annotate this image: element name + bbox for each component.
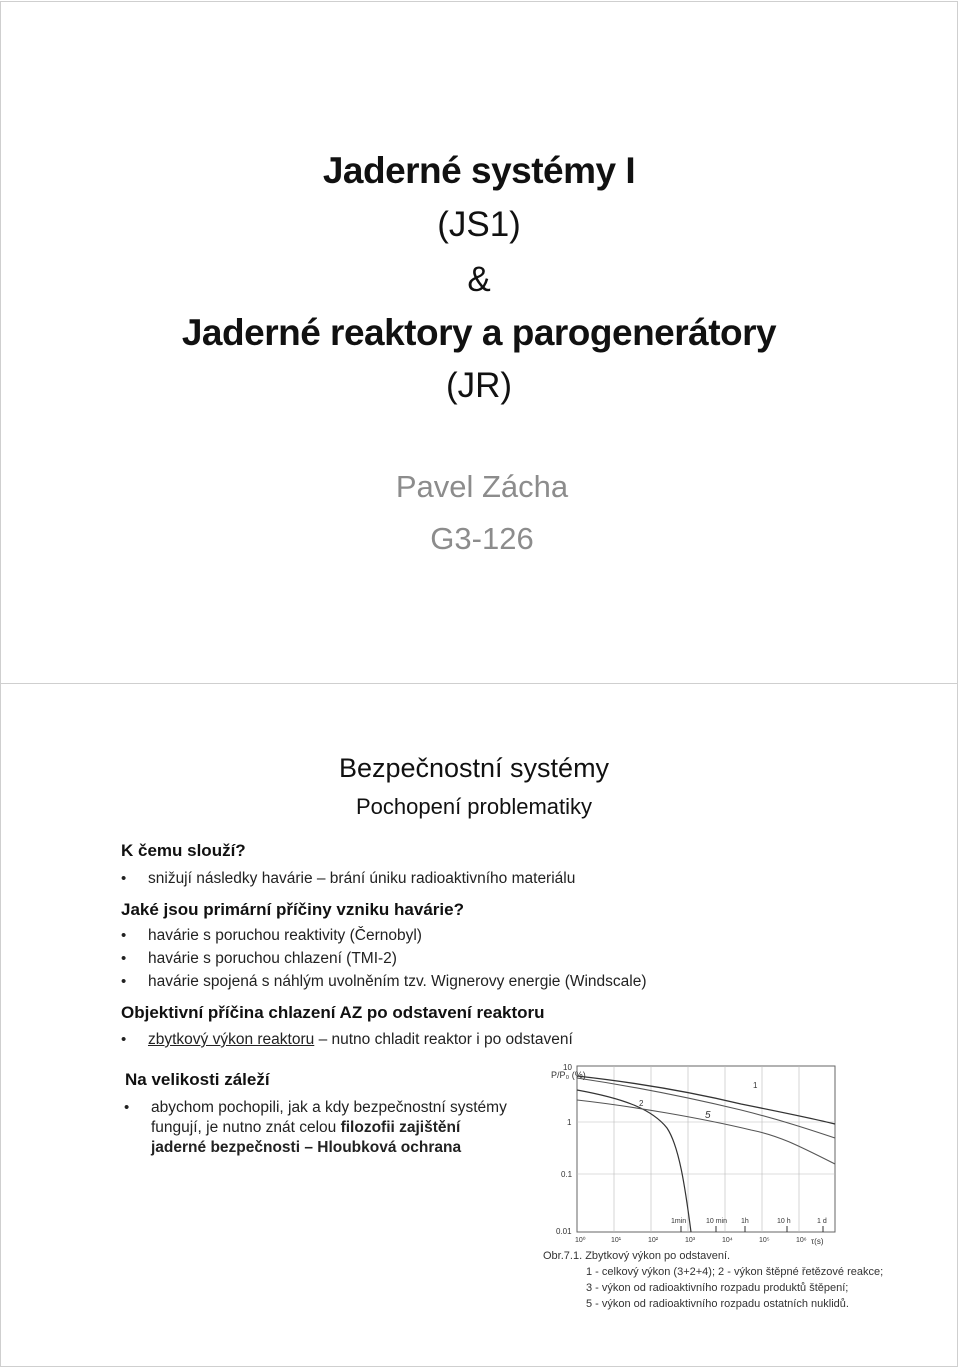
bullet-dot: •: [121, 950, 127, 967]
time-mark-10h: 10 h: [777, 1218, 791, 1225]
bullet-dot: •: [124, 1099, 130, 1116]
bullet-cause-3: • havárie spojená s náhlým uvolněním tzv. Wignerovy energie (Windscale): [121, 973, 647, 990]
figure-caption-line-3: 5 - výkon od radioaktivního rozpadu ostatních nuklidů.: [586, 1298, 849, 1310]
philosophy-term: filozofii zajištění: [340, 1119, 461, 1136]
time-mark-1h: 1h: [741, 1218, 749, 1225]
figure-caption-line-2: 3 - výkon od radioaktivního rozpadu produktů štěpení;: [586, 1282, 849, 1294]
section-size-matters: Na velikosti záleží: [125, 1070, 270, 1089]
course-title-jr: Jaderné reaktory a parogenerátory: [181, 312, 777, 353]
time-mark-1d: 1 d: [817, 1218, 827, 1225]
curve-label-1: 1: [753, 1081, 758, 1090]
graph-frame: [577, 1066, 835, 1232]
figure-caption-title: Obr.7.1. Zbytkový výkon po odstavení.: [543, 1250, 731, 1262]
curve-label-2: 2: [639, 1099, 644, 1108]
x-tick-6: 10⁶: [796, 1237, 807, 1244]
time-mark-1min: 1min: [671, 1218, 687, 1225]
curve-label-5: 5: [705, 1110, 711, 1121]
bullet-purpose: • snižují následky havárie – brání úniku radioaktivního materiálu: [121, 870, 576, 887]
x-tick-4: 10⁴: [722, 1237, 733, 1244]
y-tick-10: 10: [563, 1063, 572, 1072]
bullet-philosophy: • abychom pochopili, jak a kdy bezpečnostní systémy fungují, je nutno znát celou filozofii zajištění jaderné bezpečnosti – Hloubková ochrana: [124, 1099, 507, 1156]
bullet-dot: •: [121, 973, 127, 990]
x-tick-0: 10⁰: [575, 1237, 586, 1244]
ampersand: &: [467, 260, 491, 299]
time-mark-10min: 10 min: [706, 1218, 728, 1225]
slide-safety-systems: [0, 683, 958, 1367]
bullet-dot: •: [121, 927, 127, 944]
question-objective-cause: Objektivní příčina chlazení AZ po odstavení reaktoru: [121, 1003, 545, 1022]
bullet-residual-power: • zbytkový výkon reaktoru – nutno chladit reaktor i po odstavení: [121, 1031, 573, 1048]
x-tick-1: 10¹: [611, 1237, 622, 1244]
x-axis-label: τ(s): [811, 1237, 824, 1246]
y-tick-0-01: 0.01: [556, 1227, 572, 1236]
x-tick-5: 10⁵: [759, 1237, 770, 1244]
slide-title: [0, 1, 958, 684]
defense-in-depth-term: jaderné bezpečnosti – Hloubková ochrana: [151, 1139, 462, 1156]
course-code-jr: (JR): [445, 366, 513, 405]
author-room: G3-126: [430, 521, 534, 556]
y-axis-label: P/P₀ (%): [551, 1070, 586, 1080]
x-tick-3: 10³: [685, 1237, 696, 1244]
y-tick-1: 1: [567, 1118, 572, 1127]
bullet-dot: •: [121, 1031, 127, 1048]
bullet-cause-1: • havárie s poruchou reaktivity (Černobyl): [121, 927, 422, 944]
bullet-cause-2: • havárie s poruchou chlazení (TMI-2): [121, 950, 397, 967]
residual-power-term: zbytkový výkon reaktoru: [148, 1031, 315, 1048]
residual-power-graph: [541, 1046, 841, 1246]
course-code-js1: (JS1): [437, 205, 521, 244]
slide-title: Bezpečnostní systémy: [338, 753, 610, 783]
question-purpose: K čemu slouží?: [121, 841, 246, 860]
course-title-js1: Jaderné systémy I: [322, 150, 636, 191]
author-name: Pavel Zácha: [395, 469, 569, 504]
slide-subtitle: Pochopení problematiky: [355, 794, 593, 819]
x-tick-2: 10²: [648, 1237, 659, 1244]
bullet-dot: •: [121, 870, 127, 887]
figure-caption-line-1: 1 - celkový výkon (3+2+4); 2 - výkon štěpné řetězové reakce;: [586, 1266, 884, 1278]
y-tick-0-1: 0.1: [561, 1170, 573, 1179]
question-causes: Jaké jsou primární příčiny vzniku havárie?: [121, 900, 464, 919]
